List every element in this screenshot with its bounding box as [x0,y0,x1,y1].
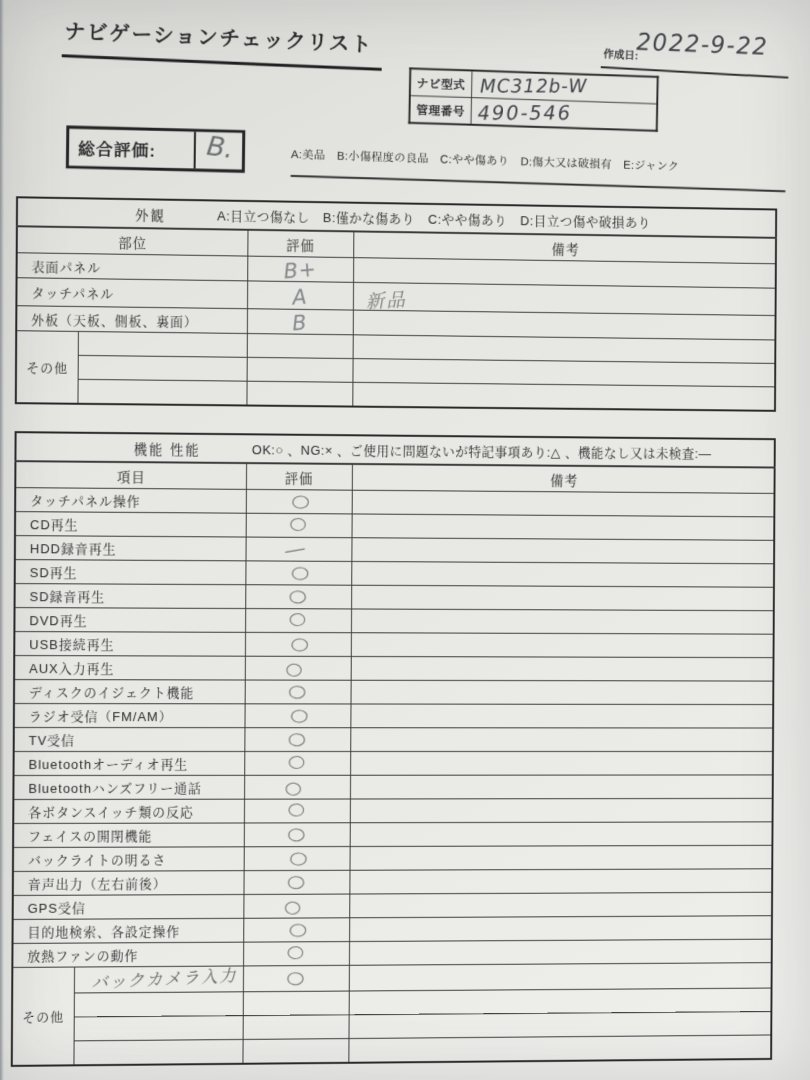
note-cell [352,382,775,411]
note-cell [350,798,773,822]
note-cell [348,1012,771,1039]
rating-mark: ○ [286,680,310,702]
table-row [14,751,773,775]
rating-cell [247,334,353,359]
item-cell: 目的地検索、各設定操作 [12,918,243,943]
rating-cell [243,894,349,918]
function-table [11,431,776,1067]
table-row [14,656,773,682]
item-cell: CD再生 [15,512,246,537]
table-row [13,798,772,823]
rating-cell [247,357,353,382]
overall-rating-label: 総合評価: [77,139,157,161]
rating-cell [243,965,349,991]
rating-cell [246,489,352,514]
note-cell [348,1035,771,1063]
page-title: ナビゲーションチェックリスト [62,15,383,71]
rating-cell [244,704,350,728]
note-cell [351,680,774,704]
item-cell: Bluetoothハンズフリー通話 [13,775,244,799]
item-cell: フェイスの開閉機能 [13,823,244,847]
rating-mark: ○ [282,776,306,800]
note-cell [350,728,773,752]
rating-cell [245,585,351,609]
item-cell: HDD録音再生 [15,536,246,561]
note-handwriting: 新品 [364,289,407,314]
table-row [15,584,774,611]
table-row [15,560,774,588]
item-cell: TV受信 [14,728,245,752]
table-row [14,632,773,658]
rating-cell [243,991,349,1016]
item-cell [74,992,243,1017]
item-cell: SD再生 [15,560,246,585]
rating-cell [243,942,349,966]
rating-cell [247,281,353,310]
rating-mark: ○ [287,512,311,535]
created-date-label: 作成日: [602,48,639,63]
rating-cell [243,918,349,942]
grade-legend: A:美品 B:小傷程度の良品 C:やや傷あり D:傷大又は破損有 E:ジャンク [291,146,786,192]
created-date-block [601,29,790,79]
overall-rating-value: B. [204,130,236,165]
table-row [14,680,773,705]
item-cell [74,1016,243,1041]
table-row [13,775,772,800]
model-value: MC312b-W [479,75,588,98]
note-cell [349,939,772,965]
rating-mark: ○ [285,797,309,821]
rating-mark: ○ [287,703,313,727]
col-item: 項目 [15,461,246,489]
col-note: 備考 [352,464,775,493]
rating-mark: ○ [286,585,310,607]
item-cell: DVD再生 [14,608,245,633]
note-cell [351,656,774,681]
note-cell [350,704,773,728]
rating-cell [245,561,351,585]
rating-mark: B+ [282,257,318,284]
table-row [14,728,773,752]
rating-cell [246,381,352,406]
rating-mark: ○ [285,917,312,941]
rating-mark: ○ [285,822,309,845]
item-cell: 各ボタンスイッチ類の反応 [13,799,244,823]
rating-mark: ○ [286,727,309,750]
note-cell [349,869,772,894]
item-cell [74,966,243,993]
note-cell [350,822,773,847]
rating-mark: ○ [285,940,308,963]
function-title: 機能 性能 [133,441,201,458]
note-cell [351,585,774,611]
rating-cell [242,1039,348,1064]
appearance-title: 外観 [135,207,166,224]
note-cell [349,963,772,991]
model-box [408,67,658,131]
rating-cell [244,728,350,752]
rating-mark: ○ [287,561,314,585]
rating-cell [247,309,353,335]
rating-cell [245,656,351,680]
serial-value-cell [471,98,657,131]
table-row [14,608,773,635]
note-cell [349,892,772,918]
item-cell: SD録音再生 [15,584,246,609]
rating-cell [246,537,352,561]
item-cell: USB接続再生 [14,632,245,657]
rating-mark: ○ [286,750,309,773]
item-cell [73,1039,242,1065]
created-date-value: 2022-9-22 [636,28,769,61]
rating-cell [244,847,350,871]
note-cell [350,751,773,775]
rating-cell [244,775,350,799]
rating-mark: ○ [286,846,313,870]
appearance-scale-note: A:目立つ傷なし B:僅かな傷あり C:やや傷あり D:目立つ傷や破損あり [217,208,651,231]
table-row [13,845,772,871]
item-cell: AUX入力再生 [14,656,245,680]
table-row [13,822,772,848]
item-handwriting: バックカメラ入力 [90,966,238,994]
model-label: ナビ型式 [410,68,472,97]
rating-mark: ○ [283,657,307,681]
note-cell [349,916,772,942]
part-cell [77,379,246,405]
rating-mark: ― [282,538,309,562]
rating-cell [244,799,350,823]
rating-cell [244,823,350,847]
item-cell: 放熱ファンの動作 [12,942,243,967]
part-cell [78,355,247,381]
item-cell: GPS受信 [13,894,244,919]
rating-cell [243,1015,349,1040]
note-cell [351,538,774,564]
item-cell: タッチパネル操作 [15,488,246,514]
rating-cell [245,609,351,633]
part-cell [78,331,247,357]
overall-rating-cell [194,132,243,170]
item-cell: Bluetoothオーディオ再生 [14,751,245,775]
col-note: 備考 [353,231,776,263]
rating-mark: A [291,284,309,309]
other-label: その他 [12,967,74,1066]
col-part: 部位 [17,226,248,256]
note-cell [350,845,773,870]
note-cell [352,490,775,517]
serial-label: 管理番号 [409,96,471,125]
table-row [13,869,772,896]
rating-mark: B [291,310,309,336]
item-cell: バックライトの明るさ [13,847,244,872]
title-block [62,15,383,71]
rating-cell [245,632,351,656]
col-rating: 評価 [246,463,352,490]
appearance-table [15,196,777,412]
other-label: その他 [16,331,78,404]
note-cell [351,633,774,658]
rating-cell [247,256,353,282]
item-cell: ラジオ受信（FM/AM） [14,704,245,728]
serial-value: 490-546 [477,100,573,125]
note-cell [349,988,772,1015]
table-row [14,704,773,728]
note-cell [350,775,773,799]
item-cell: 音声出力（左右前後） [13,871,244,896]
part-cell: 表面パネル [17,253,248,281]
col-rating: 評価 [247,230,353,258]
rating-mark: ○ [284,966,308,989]
rating-mark: ○ [285,870,308,893]
rating-cell [244,751,350,775]
rating-cell [246,513,352,537]
item-cell: ディスクのイジェクト機能 [14,680,245,704]
rating-mark: ○ [281,895,305,919]
overall-rating-box [66,126,245,173]
rating-mark: ○ [287,632,314,656]
note-cell [351,561,774,587]
rating-mark: ○ [287,607,310,630]
part-cell: タッチパネル [16,278,247,309]
table-row [12,1035,772,1066]
note-cell [351,609,774,634]
rating-cell [245,680,351,704]
part-cell: 外板（天板、側板、裏面） [16,306,247,334]
note-cell [352,514,775,540]
rating-cell [243,870,349,894]
rating-mark: ○ [288,489,315,513]
function-scale-note: OK:○ 、NG:× 、ご使用に問題ないが特記事項あり:△ 、機能なし又は未検査:― [251,442,712,462]
